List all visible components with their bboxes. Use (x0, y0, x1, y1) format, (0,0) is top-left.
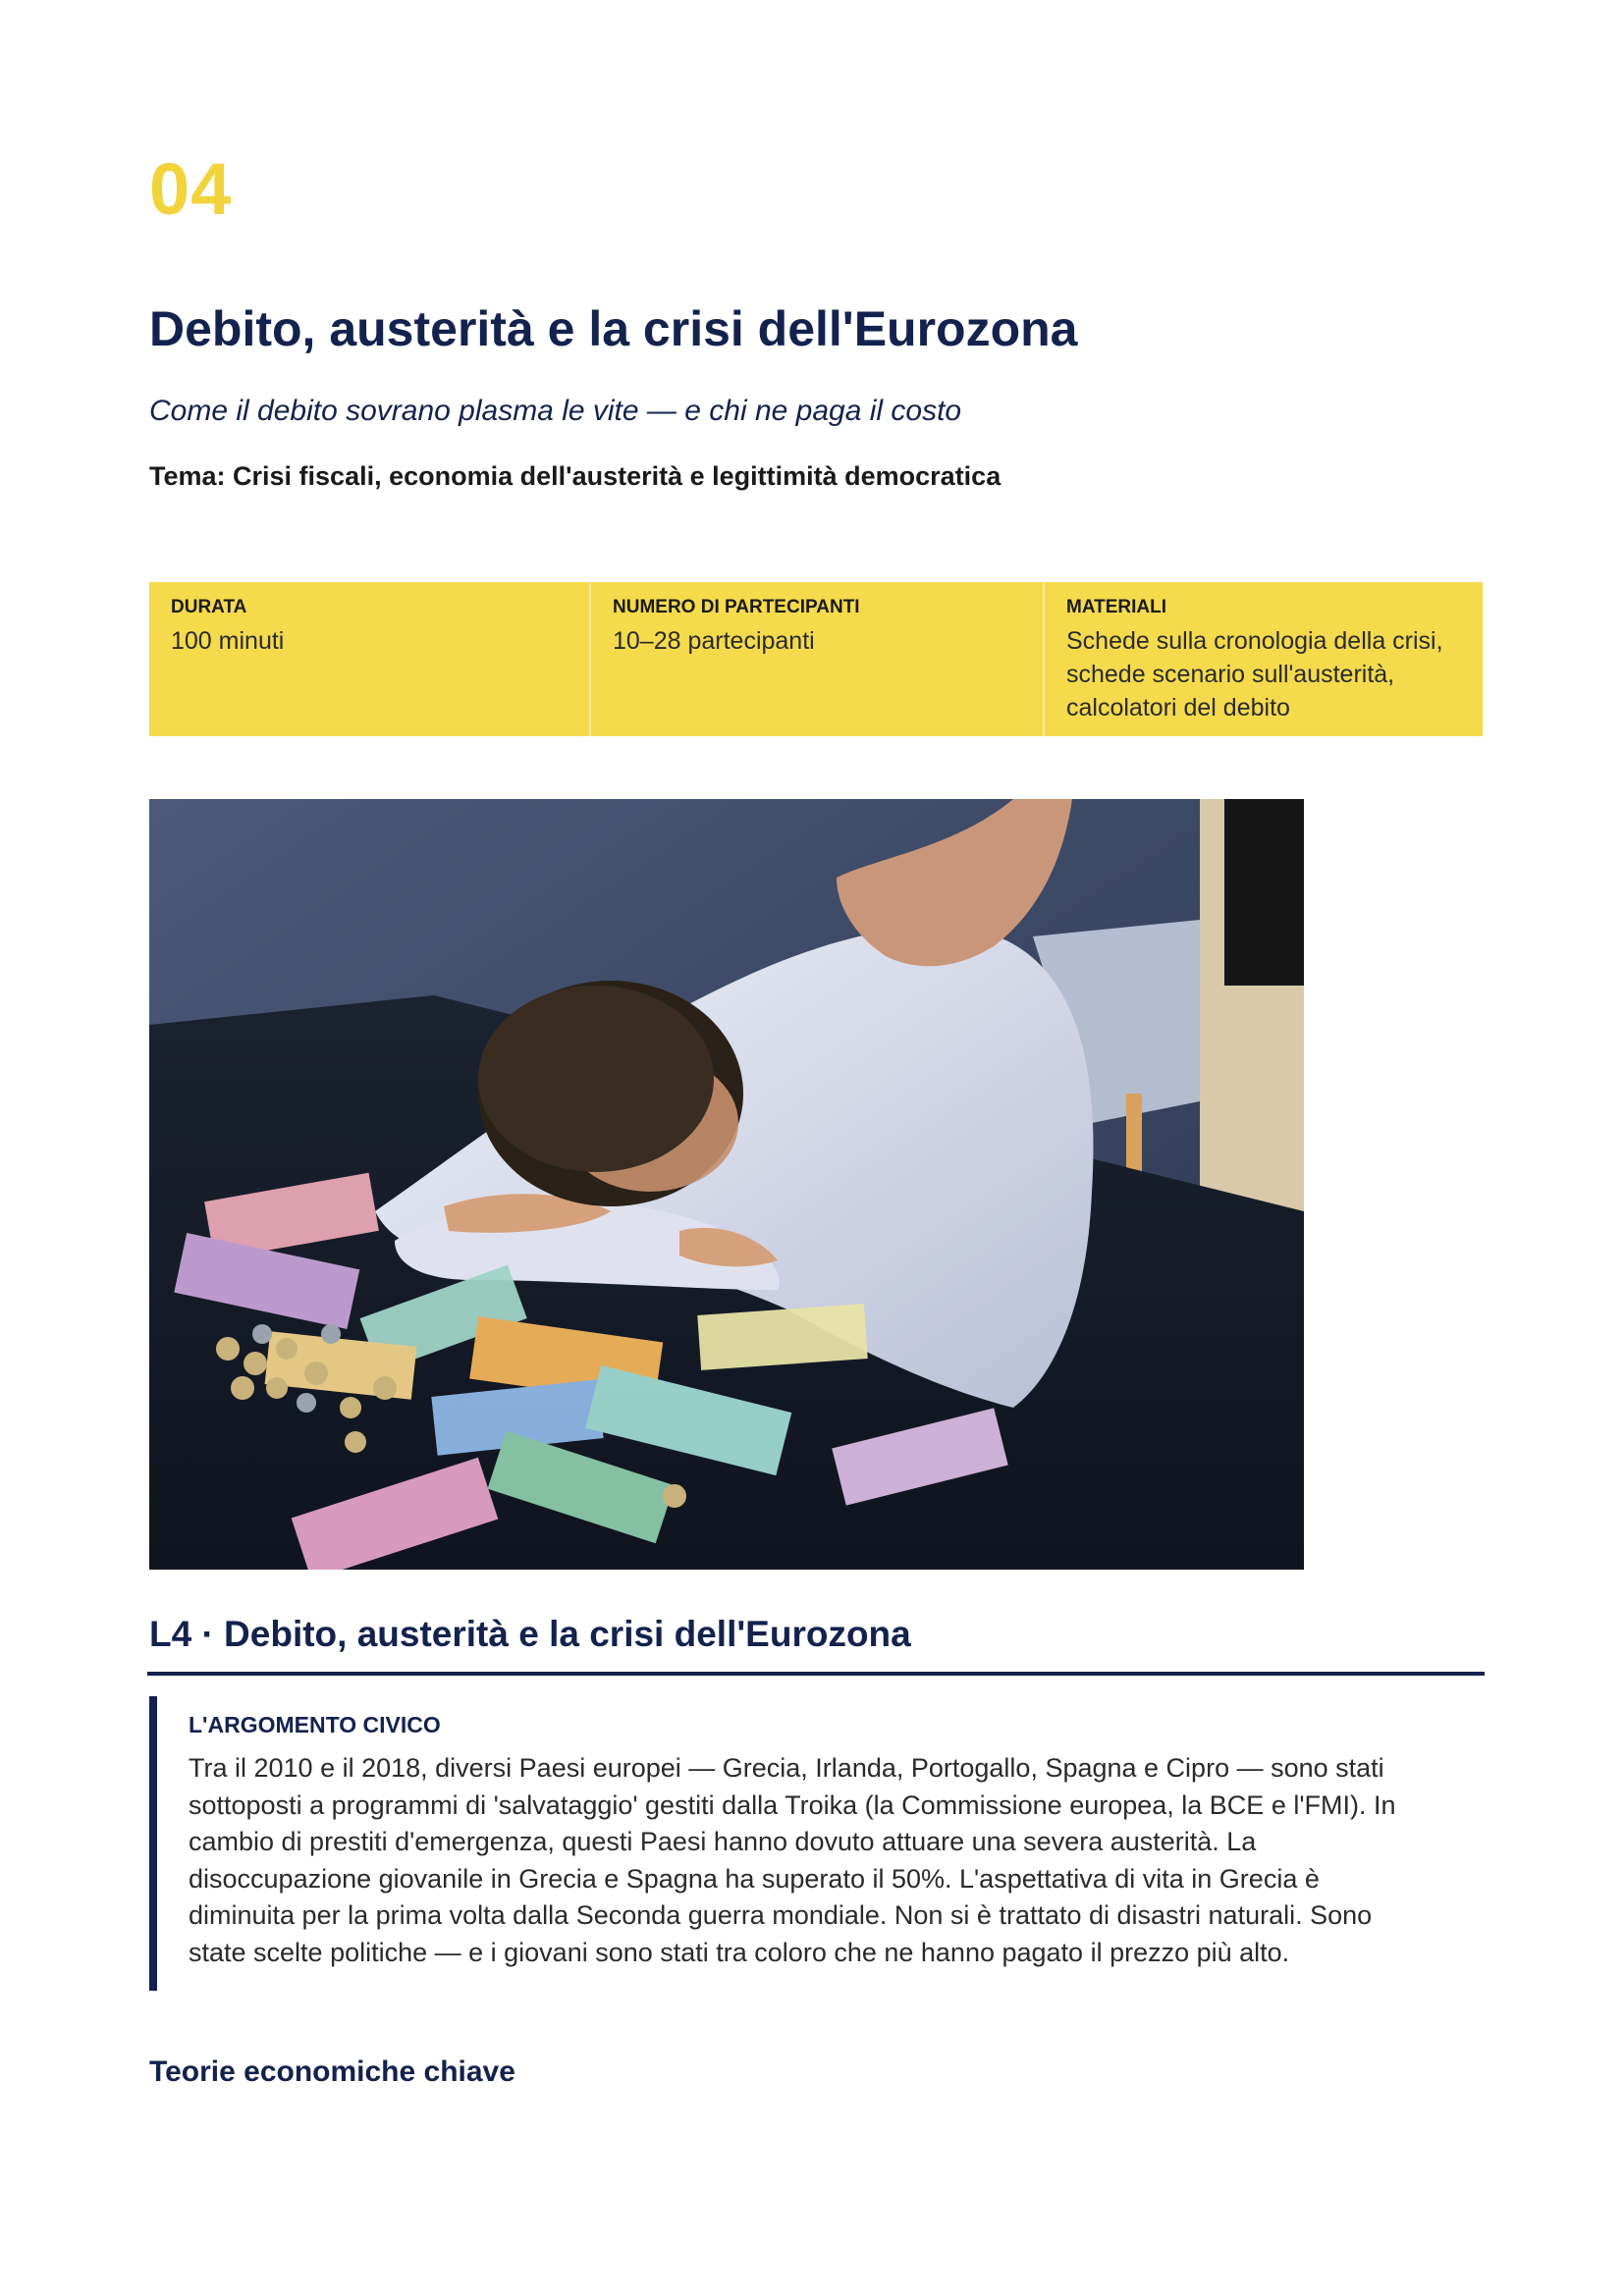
lesson-number: 04 (149, 148, 233, 230)
theories-heading: Teorie economiche chiave (149, 2056, 515, 2088)
civic-line: disoccupazione giovanile in Grecia e Spagna ha superato il 50%. L'aspettativa di vita in Grecia è (189, 1863, 1320, 1894)
info-materials (1043, 582, 1483, 736)
civic-line: state scelte politiche — e i giovani sono stati tra coloro che ne hanno pagato il prezzo più alto. (189, 1937, 1290, 1967)
info-materials-label: MATERIALI (1066, 597, 1167, 617)
civic-text (189, 1750, 1465, 1971)
civic-argument-box (149, 1696, 1465, 1991)
section-title: L4 · Debito, austerità e la crisi dell'Eurozona (149, 1614, 911, 1654)
civic-heading: L'ARGOMENTO CIVICO (189, 1712, 441, 1737)
civic-line: sottoposti a programmi di 'salvataggio' gestiti dalla Troika (la Commissione europea, la BCE e l'FMI). In (189, 1789, 1396, 1820)
lesson-photo (149, 799, 1304, 1570)
info-participants-value: 10–28 partecipanti (613, 627, 815, 655)
civic-line: Tra il 2010 e il 2018, diversi Paesi europei — Grecia, Irlanda, Portogallo, Spagna e Cipro — sono stati (189, 1753, 1384, 1783)
info-materials-line: schede scenario sull'austerità, (1066, 661, 1395, 688)
info-participants (589, 582, 1043, 736)
info-materials-line: Schede sulla cronologia della crisi, (1066, 627, 1443, 655)
lesson-info-box (149, 582, 1483, 736)
info-materials-value (1066, 624, 1483, 724)
info-duration-value: 100 minuti (171, 627, 285, 655)
civic-line: diminuita per la prima volta dalla Seconda guerra mondiale. Non si è trattato di disastri naturali. Sono (189, 1900, 1373, 1930)
lesson-title: Debito, austerità e la crisi dell'Eurozona (149, 301, 1078, 356)
info-duration-label: DURATA (171, 597, 247, 617)
lesson-subtitle: Come il debito sovrano plasma le vite — e chi ne paga il costo (149, 395, 962, 427)
info-materials-line: calcolatori del debito (1066, 694, 1290, 721)
info-participants-label: NUMERO DI PARTECIPANTI (613, 597, 860, 617)
civic-line: cambio di prestiti d'emergenza, questi Paesi hanno dovuto attuare una severa austerità. La (189, 1827, 1257, 1856)
lesson-theme: Tema: Crisi fiscali, economia dell'austerità e legittimità democratica (149, 461, 1001, 491)
info-duration (149, 582, 589, 736)
section-divider (147, 1672, 1485, 1676)
